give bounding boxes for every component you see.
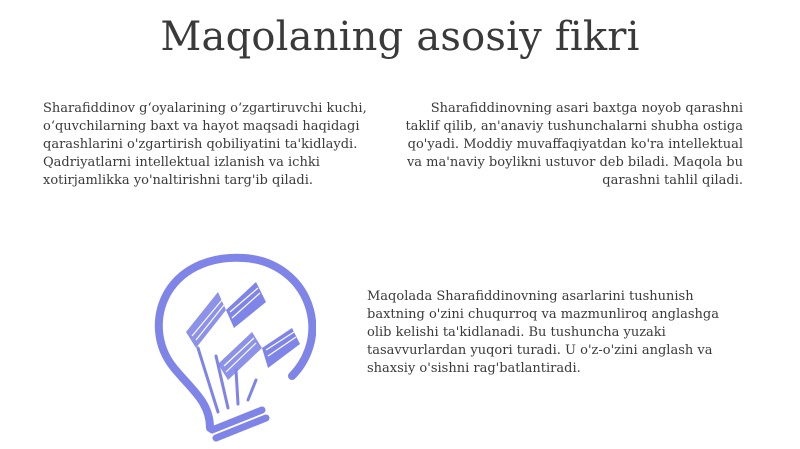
paragraph-bottom: Maqolada Sharafiddinovning asarlarini tushunish baxtning o'zini chuqurroq va mazmunliroq anglashga olib kelishi ta'kidlanadi. Bu tushuncha yuzaki tasavvurlardan yuqori turadi. U o'z-o'zini anglash va shaxsiy o'sishni rag'batlantiradi. (367, 289, 719, 376)
paragraph-left: Sharafiddinov g‘oyalarining o‘zgartiruvchi kuchi, o‘quvchilarning baxt va hayot maqsadi haqidagi qarashlarini o'zgartirish qobiliyatini ta'kidlaydi. Qadriyatlarni intellektual izlanish va ichki xotirjamlikka yo'naltirishni targ'ib qiladi. (43, 101, 367, 188)
paragraph-right: Sharafiddinovning asari baxtga noyob qarashni taklif qilib, an'anaviy tushunchalarni shubha ostiga qo'yadi. Moddiy muvaffaqiyatdan ko'ra intellektual va ma'naviy boylikni ustuvor deb biladi. Maqola bu qarashni tahlil qiladi. (405, 101, 743, 188)
page-title: Maqolaning asosiy fikri (160, 14, 640, 60)
lightbulb-with-books-icon (152, 252, 316, 449)
